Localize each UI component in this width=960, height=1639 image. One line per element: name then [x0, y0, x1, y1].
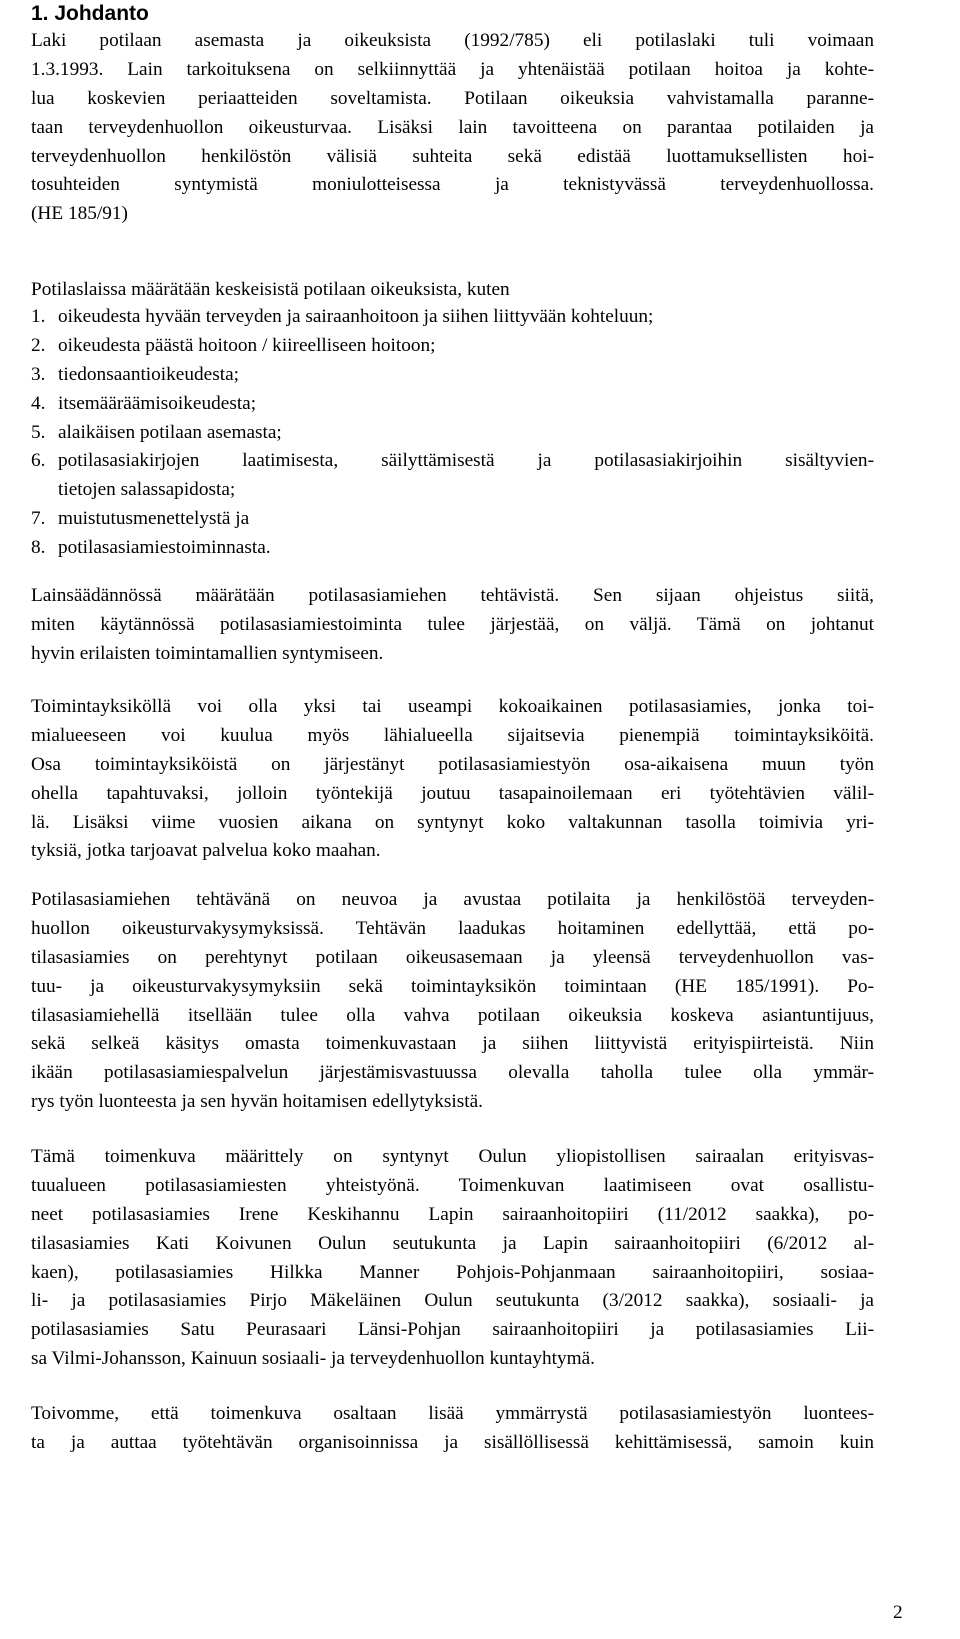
list-item-text: tietojen salassapidosta;: [58, 479, 236, 501]
text-line: neet potilasasiamies Irene Keskihannu Lapin sairaanhoitopiiri (11/2012 saakka), po-: [31, 1203, 874, 1225]
text-line: terveydenhuollon henkilöstön välisiä suhteita sekä edistää luottamuksellisten hoi-: [31, 145, 874, 167]
list-item: [31, 390, 874, 419]
text-line: ohella tapahtuvaksi, jolloin työntekijä joutuu tasapainoilemaan eri työtehtävien välil-: [31, 782, 874, 804]
list-item-text: oikeudesta hyvään terveyden ja sairaanhoitoon ja siihen liittyvään kohteluun;: [58, 306, 654, 327]
paragraph-legislation: [31, 582, 874, 669]
text-line: Lainsäädännössä määrätään potilasasiamiehen tehtävistä. Sen sijaan ohjeistus siitä,: [31, 585, 874, 606]
text-line: lä. Lisäksi viime vuosien aikana on syntynyt koko valtakunnan tasolla toimivia yri-: [31, 811, 874, 833]
list-item-text: alaikäisen potilaan asemasta;: [58, 421, 282, 443]
list-number: 1.: [31, 306, 46, 327]
text-line: huollon oikeusturvakysymyksissä. Tehtävän laadukas hoitaminen edellyttää, että po-: [31, 917, 874, 939]
text-line: Toivomme, että toimenkuva osaltaan lisää ymmärrystä potilasasiamiestyön luontees-: [31, 1403, 874, 1424]
list-item-text: oikeudesta päästä hoitoon / kiireelliseen hoitoon;: [58, 334, 436, 356]
text-line: ta ja auttaa työtehtävän organisoinnissa ja sisällöllisessä kehittämisessä, samoin kuin: [31, 1431, 874, 1453]
text-line: hyvin erilaisten toimintamallien syntymiseen.: [31, 642, 384, 664]
text-line: rys työn luonteesta ja sen hyvän hoitamisen edellytyksistä.: [31, 1091, 483, 1113]
paragraph-organization: [31, 693, 874, 866]
rights-list: [31, 303, 874, 563]
text-line: tilasasiamiehellä itsellään tulee olla vahva potilaan oikeuksia koskeva asiantuntijuus,: [31, 1004, 874, 1026]
text-line: lua koskevien periaatteiden soveltamista. Potilaan oikeuksia vahvistamalla paranne-: [31, 87, 874, 109]
text-line: Tämä toimenkuva määrittely on syntynyt Oulun yliopistollisen sairaalan erityisvas-: [31, 1146, 874, 1167]
text-line: Laki potilaan asemasta ja oikeuksista (1992/785) eli potilaslaki tuli voimaan: [31, 30, 874, 51]
list-number: 5.: [31, 421, 46, 443]
list-item: [31, 332, 874, 361]
text-line: Potilasasiamiehen tehtävänä on neuvoa ja avustaa potilaita ja henkilöstöä terveyden-: [31, 889, 874, 910]
text-line: Toimintayksiköllä voi olla yksi tai useampi kokoaikainen potilasasiamies, jonka toi-: [31, 696, 874, 717]
list-intro: [31, 276, 874, 305]
text-line: sekä selkeä käsitys omasta toimenkuvastaan ja siihen liittyvistä erityispiirteistä. Niin: [31, 1033, 874, 1055]
text-line: tilasasiamies Kati Koivunen Oulun seutukunta ja Lapin sairaanhoitopiiri (6/2012 al-: [31, 1232, 874, 1254]
list-item: [31, 447, 874, 505]
text-line: kaen), potilasasiamies Hilkka Manner Pohjois-Pohjanmaan sairaanhoitopiiri, sosiaa-: [31, 1261, 874, 1283]
list-item-text: potilasasiamiestoiminnasta.: [58, 537, 271, 559]
text-line: (HE 185/91): [31, 203, 128, 225]
text-line: sa Vilmi-Johansson, Kainuun sosiaali- ja terveydenhuollon kuntayhtymä.: [31, 1348, 595, 1370]
intro-paragraph: [31, 27, 874, 229]
paragraph-closing: [31, 1400, 874, 1458]
text-line: tyksiä, jotka tarjoavat palvelua koko maahan.: [31, 840, 381, 862]
list-number: 4.: [31, 392, 46, 414]
list-item-text: itsemääräämisoikeudesta;: [58, 392, 257, 414]
paragraph-authors: [31, 1143, 874, 1374]
list-number: 8.: [31, 537, 46, 559]
list-item: [31, 534, 874, 563]
list-item-text: tiedonsaantioikeudesta;: [58, 363, 239, 385]
list-item-text: muistutusmenettelystä ja: [58, 508, 250, 530]
text-line: tuualueen potilasasiamiesten yhteistyönä. Toimenkuvan laatimiseen ovat osallistu-: [31, 1174, 874, 1196]
text-line: tosuhteiden syntymistä moniulotteisessa ja teknistyvässä terveydenhuollossa.: [31, 174, 874, 196]
text-line: mialueeseen voi kuulua myös lähialueella sijaitsevia pienempiä toimintayksiköitä.: [31, 724, 874, 746]
text-line: taan terveydenhuollon oikeusturvaa. Lisäksi lain tavoitteena on parantaa potilaiden ja: [31, 116, 874, 138]
list-item-text: potilasasiakirjojen laatimisesta, säilyttämisestä ja potilasasiakirjoihin sisältyvien-: [58, 450, 874, 472]
text-line: potilasasiamies Satu Peurasaari Länsi-Pohjan sairaanhoitopiiri ja potilasasiamies Lii-: [31, 1319, 874, 1341]
list-item: [31, 505, 874, 534]
text-line: tuu- ja oikeusturvakysymyksiin sekä toimintayksikön toimintaan (HE 185/1991). Po-: [31, 975, 874, 997]
list-item: [31, 303, 874, 332]
list-number: 2.: [31, 334, 46, 356]
text-line: miten käytännössä potilasasiamiestoiminta tulee järjestää, on väljä. Tämä on johtanut: [31, 613, 874, 635]
section-heading: 1. Johdanto: [31, 2, 149, 25]
text-line: Potilaslaissa määrätään keskeisistä potilaan oikeuksista, kuten: [31, 279, 510, 300]
text-line: 1.3.1993. Lain tarkoituksena on selkiinnyttää ja yhtenäistää potilaan hoitoa ja kohte-: [31, 58, 874, 80]
list-number: 7.: [31, 508, 46, 530]
text-line: ikään potilasasiamiespalvelun järjestämisvastuussa olevalla taholla tulee olla ymmär-: [31, 1062, 874, 1084]
list-number: 3.: [31, 363, 46, 385]
list-number: 6.: [31, 450, 46, 472]
text-line: Osa toimintayksiköistä on järjestänyt potilasasiamiestyön osa-aikaisena muun työn: [31, 753, 874, 775]
text-line: li- ja potilasasiamies Pirjo Mäkeläinen Oulun seutukunta (3/2012 saakka), sosiaali- ja: [31, 1290, 874, 1312]
list-item: [31, 419, 874, 448]
page-number: 2: [893, 1602, 903, 1623]
list-item: [31, 361, 874, 390]
text-line: tilasasiamies on perehtynyt potilaan oikeusasemaan ja yleensä terveydenhuollon vas-: [31, 946, 874, 968]
paragraph-duties: [31, 886, 874, 1117]
